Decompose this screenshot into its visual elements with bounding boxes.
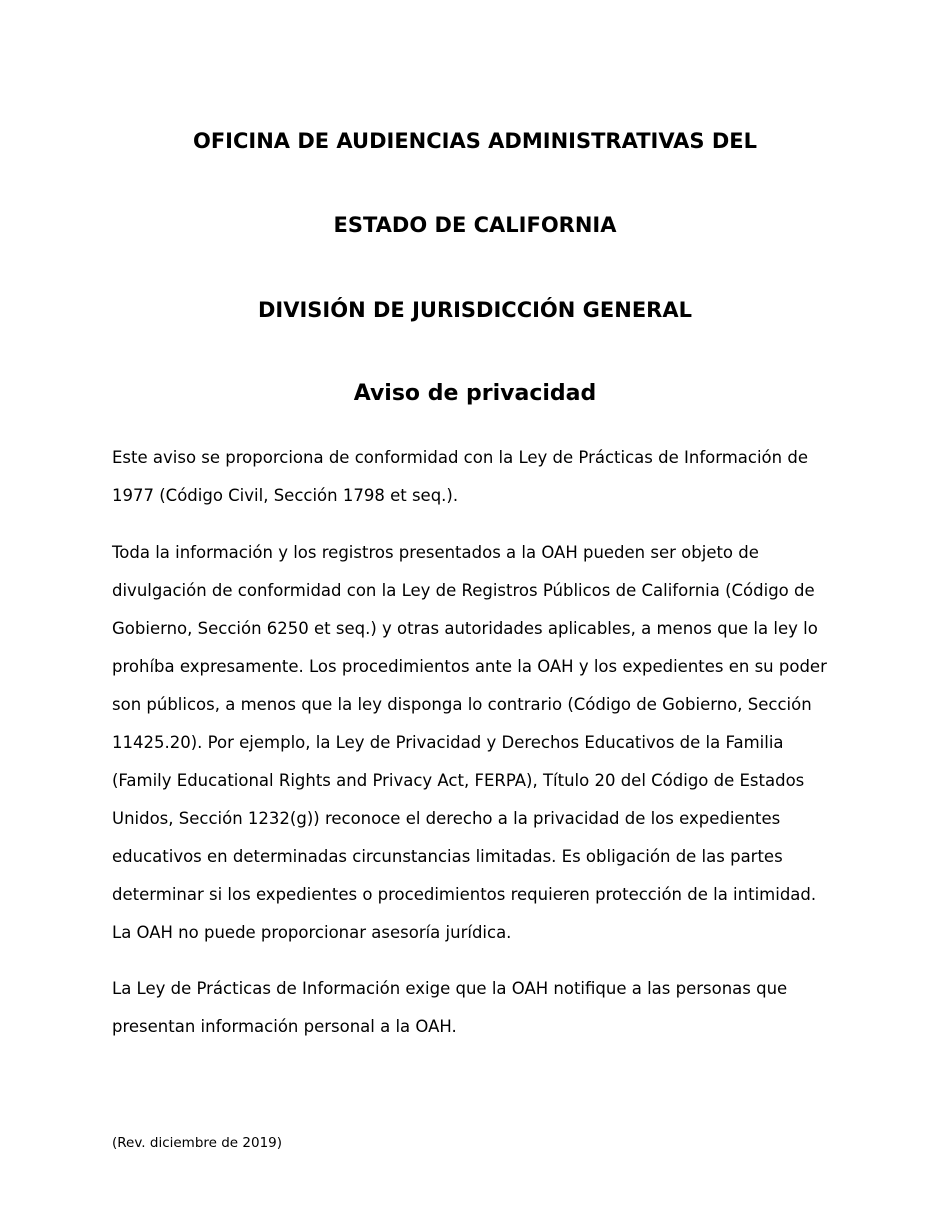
agency-heading-line1: OFICINA DE AUDIENCIAS ADMINISTRATIVAS DEL [192,129,758,153]
disclosure-paragraph: Toda la información y los registros presentados a la OAH pueden ser objeto de divulgación de conformidad con la Ley de Registros Públicos de California (Código de Gobierno, Sección 6250 et seq.) y otras autoridades aplicables, a menos que la ley lo prohíba expresamente. Los procedimientos ante la OAH y los expedientes en su poder son públicos, a menos que la ley disponga lo contrario (Código de Gobierno, Sección 11425.20). Por ejemplo, la Ley de Privacidad y Derechos Educativos de la Familia (Family Educational Rights and Privacy Act, FERPA), Título 20 del Código de Estados Unidos, Sección 1232(g)) reconoce el derecho a la privacidad de los expedientes educativos en determinadas circunstancias limitadas. Es obligación de las partes determinar si los expedientes o procedimientos requieren protección de la intimidad. La OAH no puede proporcionar asesoría jurídica. [112,543,827,942]
intro-paragraph: Este aviso se proporciona de conformidad con la Ley de Prácticas de Información de 1977 (Código Civil, Sección 1798 et seq.). [112,448,808,505]
notice-title: Aviso de privacidad [353,381,597,406]
division-heading: DIVISIÓN DE JURISDICCIÓN GENERAL [258,298,692,322]
revision-footer: (Rev. diciembre de 2019) [112,1135,283,1151]
notification-paragraph: La Ley de Prácticas de Información exige que la OAH notifique a las personas que presentan información personal a la OAH. [112,979,788,1036]
agency-heading-line2: ESTADO DE CALIFORNIA [333,213,617,237]
